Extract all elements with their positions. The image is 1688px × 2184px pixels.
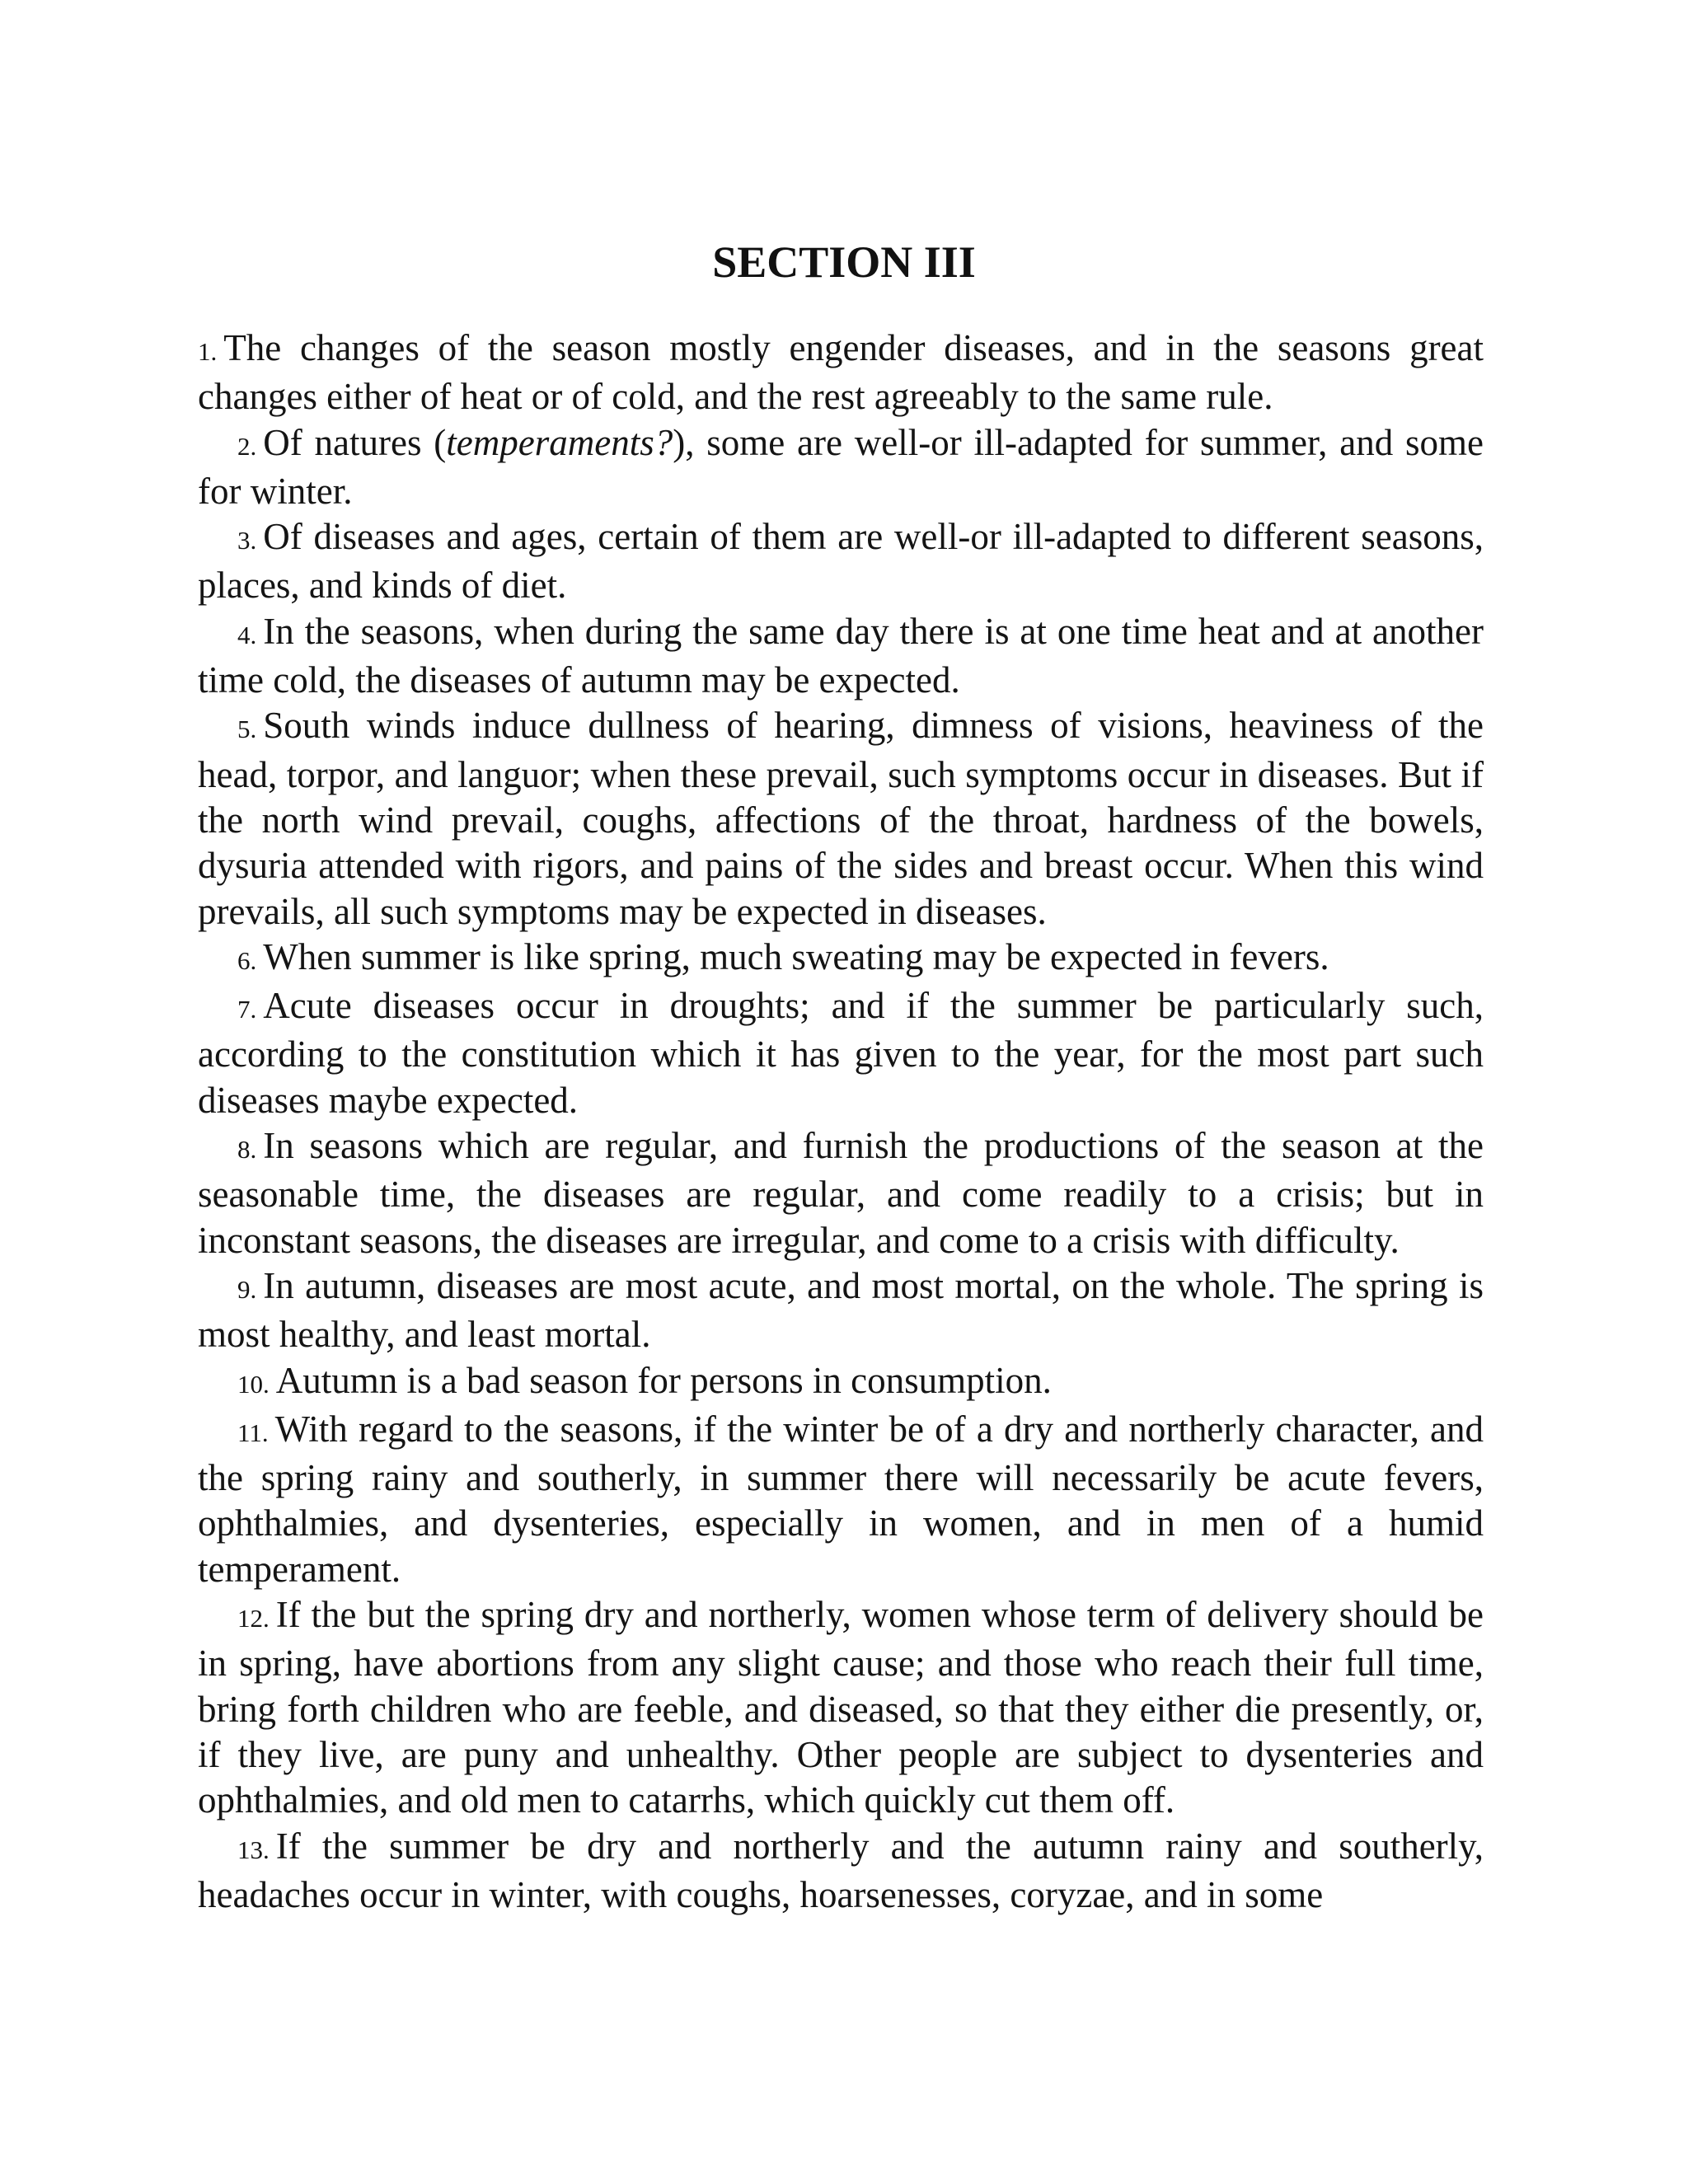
aphorism-number: 1. xyxy=(198,337,218,366)
aphorism-13 xyxy=(198,1824,1484,1919)
aphorism-number: 7. xyxy=(237,995,257,1024)
aphorism-text: In autumn, diseases are most acute, and most mortal, on the whole. The spring is most healthy, and least mortal. xyxy=(198,1264,1484,1356)
aphorism-number: 12. xyxy=(237,1604,270,1633)
aphorism-italic-term: temperaments? xyxy=(446,421,673,463)
aphorism-text: With regard to the seasons, if the winter be of a dry and northerly character, and the spring rainy and southerly, in summer there will necessarily be acute fevers, ophthalmies, and dysenteries, especially in women, and in men of a humid temperament. xyxy=(198,1408,1484,1590)
aphorism-12 xyxy=(198,1592,1484,1823)
aphorism-number: 5. xyxy=(237,715,257,744)
aphorism-text: Autumn is a bad season for persons in consumption. xyxy=(275,1359,1052,1401)
aphorism-7 xyxy=(198,983,1484,1123)
aphorism-text: If the summer be dry and northerly and the autumn rainy and southerly, headaches occur in winter, with coughs, hoarsenesses, coryzae, and in some xyxy=(198,1825,1484,1915)
aphorism-text: Acute diseases occur in droughts; and if the summer be particularly such, according to the constitution which it has given to the year, for the most part such diseases maybe expected. xyxy=(198,985,1484,1121)
aphorism-number: 2. xyxy=(237,431,257,461)
aphorism-3 xyxy=(198,514,1484,609)
aphorism-text: The changes of the season mostly engender diseases, and in the seasons great changes either of heat or of cold, and the rest agreeably to the same rule. xyxy=(198,327,1484,418)
aphorism-text: In the seasons, when during the same day there is at one time heat and at another time cold, the diseases of autumn may be expected. xyxy=(198,610,1484,701)
aphorism-text: South winds induce dullness of hearing, dimness of visions, heaviness of the head, torpor, and languor; when these prevail, such symptoms occur in diseases. But if the north wind prevail, coughs, affections of the throat, hardness of the bowels, dysuria attended with rigors, and pains of the sides and breast occur. When this wind prevails, all such symptoms may be expected in diseases. xyxy=(198,705,1484,932)
aphorism-text: If the but the spring dry and northerly, women whose term of delivery should be in spring, have abortions from any slight cause; and those who reach their full time, bring forth children who are feeble, and diseased, so that they either die presently, or, if they live, are puny and unhealthy. Other people are subject to dysenteries and ophthalmies, and old men to catarrhs, which quickly cut them off. xyxy=(198,1594,1484,1821)
aphorism-5 xyxy=(198,703,1484,934)
aphorism-2 xyxy=(198,420,1484,515)
aphorism-number: 10. xyxy=(237,1369,270,1399)
aphorism-8 xyxy=(198,1123,1484,1263)
aphorism-number: 3. xyxy=(237,526,257,555)
aphorism-10 xyxy=(198,1358,1484,1407)
aphorism-number: 6. xyxy=(237,945,257,975)
aphorism-9 xyxy=(198,1263,1484,1358)
aphorism-number: 8. xyxy=(237,1135,257,1165)
aphorism-text: When summer is like spring, much sweating may be expected in fevers. xyxy=(263,935,1329,977)
aphorism-text: Of diseases and ages, certain of them are well-or ill-adapted to different seasons, places, and kinds of diet. xyxy=(198,516,1484,607)
aphorism-text-start: Of natures ( xyxy=(263,421,447,463)
aphorism-4 xyxy=(198,609,1484,704)
aphorism-6 xyxy=(198,935,1484,983)
aphorism-1 xyxy=(198,326,1484,420)
aphorism-11 xyxy=(198,1407,1484,1592)
aphorism-number: 4. xyxy=(237,620,257,649)
aphorism-number: 13. xyxy=(237,1835,270,1864)
aphorism-number: 9. xyxy=(237,1274,257,1304)
section-heading: SECTION III xyxy=(712,237,976,287)
aphorism-text: In seasons which are regular, and furnish the productions of the season at the seasonable time, the diseases are regular, and come readily to a crisis; but in inconstant seasons, the diseases are irregular, and come to a crisis with difficulty. xyxy=(198,1125,1484,1261)
aphorism-list xyxy=(198,326,1484,1918)
aphorism-number: 11. xyxy=(237,1418,269,1447)
aphorism-text-end: ), some are well-or ill-adapted for summer, and some for winter. xyxy=(198,421,1484,512)
